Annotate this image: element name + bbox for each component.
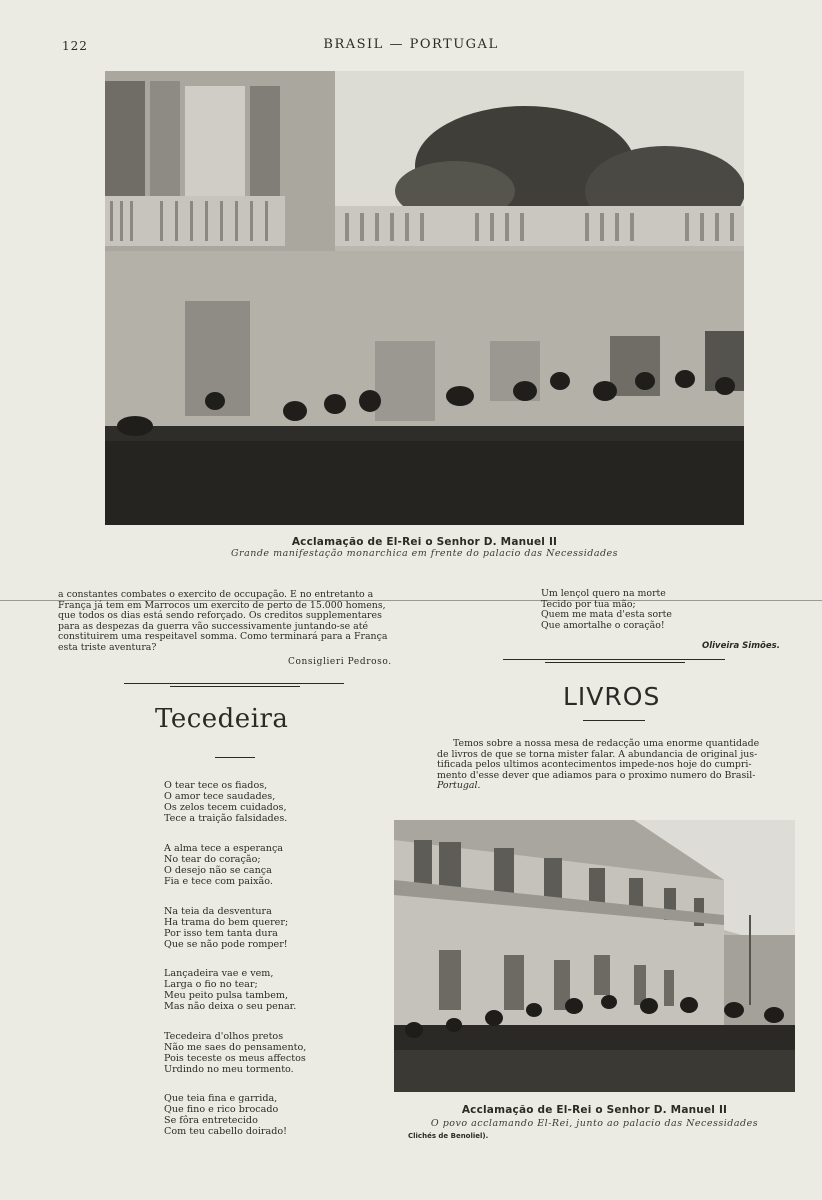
- divider-rule: [545, 662, 685, 663]
- article-line: a constantes combates o exercito de occupação. E no entretanto a: [58, 589, 374, 600]
- livros-line: mento d'esse dever que adiamos para o proximo numero do Brasil-: [437, 769, 756, 781]
- poem-end-line: Um lençol quero na morte: [541, 588, 666, 599]
- bottom-photo-caption-subtitle: O povo acclamando El-Rei, junto ao palacio das Necessidades: [430, 1118, 759, 1129]
- poem-line: Meu peito pulsa tambem,: [164, 990, 289, 1002]
- poem-stanza: [164, 906, 288, 950]
- poem-line: Urdindo no meu tormento.: [164, 1064, 294, 1076]
- poem-line: Tece a traição falsidades.: [164, 813, 288, 825]
- poem-line: Tecedeira d'olhos pretos: [164, 1031, 284, 1042]
- poem-line: Ha trama do bem querer;: [164, 917, 289, 929]
- poem-line: O tear tece os fiados,: [164, 780, 268, 791]
- poem-line: Que fino e rico brocado: [164, 1104, 279, 1116]
- poem-line: O desejo não se cança: [164, 865, 272, 877]
- top-photo-caption-subtitle: Grande manifestação monarchica em frente do palacio das Necessidades: [230, 548, 619, 559]
- article-line: para as despezas da guerra vão successivamente juntando-se até: [58, 620, 369, 632]
- photo-credit: Clichés de Benoliel).: [408, 1132, 489, 1140]
- livros-line: de livros de que se torna mister falar. A abundancia de original jus-: [437, 748, 758, 760]
- poem-line: Que se não pode romper!: [164, 939, 288, 951]
- poem-line: Pois teceste os meus affectos: [164, 1053, 306, 1065]
- poem-title: Tecedeira: [155, 704, 289, 734]
- article-line: constituirem uma respeitavel somma. Como terminará para a França: [58, 631, 388, 643]
- poem-line: Por isso tem tanta dura: [164, 928, 278, 940]
- poem-end-signature: Oliveira Simões.: [702, 641, 780, 651]
- poem-stanza: [164, 1031, 306, 1075]
- photo-people-acclaiming-image: [394, 820, 795, 1092]
- article-line: que todos os dias está sendo reforçado. Os creditos supplementares: [58, 610, 382, 622]
- poem-line: Lançadeira vae e vem,: [164, 968, 274, 979]
- article-end: [58, 590, 413, 654]
- divider-rule: [124, 683, 344, 684]
- poem-stanza: [164, 968, 296, 1012]
- top-photo-caption-title: Acclamação de El-Rei o Senhor D. Manuel II: [291, 536, 558, 548]
- poem-line: Com teu cabello doirado!: [164, 1126, 287, 1138]
- poem-stanza: [164, 1093, 287, 1137]
- poem-line: Na teia da desventura: [164, 906, 272, 917]
- divider-rule: [503, 659, 725, 660]
- livros-underline: [583, 720, 645, 721]
- poem-line: Fia e tece com paixão.: [164, 876, 273, 888]
- livros-text: [437, 739, 792, 792]
- poem-line: Larga o fio no tear;: [164, 979, 258, 991]
- livros-heading: LIVROS: [563, 682, 661, 711]
- poem-line: A alma tece a esperança: [164, 843, 284, 854]
- livros-line: Temos sobre a nossa mesa de redacção uma enorme quantidade: [453, 738, 760, 749]
- poem-end-line: Quem me mata d'esta sorte: [541, 609, 672, 621]
- poem-end-line: Tecido por tua mão;: [541, 598, 636, 610]
- poem-end-line: Que amortalhe o coração!: [541, 619, 665, 631]
- running-title: BRASIL — PORTUGAL: [323, 37, 499, 52]
- livros-line: Portugal.: [437, 780, 481, 792]
- poem-line: Que teia fina e garrida,: [164, 1093, 278, 1104]
- poem-line: O amor tece saudades,: [164, 791, 276, 803]
- title-underline: [215, 757, 255, 758]
- photo-people-acclaiming: [394, 820, 795, 1092]
- poem-line: No tear do coração;: [164, 854, 261, 866]
- poem-stanza: [164, 843, 283, 887]
- livros-line: tificada pelos ultimos acontecimentos impede-nos hoje do cumpri-: [437, 759, 752, 771]
- page-number: 122: [62, 39, 88, 53]
- bottom-photo-caption-title: Acclamação de El-Rei o Senhor D. Manuel II: [461, 1104, 728, 1116]
- poem-end: [541, 589, 741, 631]
- photo-palace-crowd: [105, 71, 744, 525]
- poem-line: Se fôra entretecido: [164, 1115, 258, 1127]
- article-signature: Consiglieri Pedroso.: [288, 657, 392, 667]
- article-line: esta triste aventura?: [58, 641, 157, 653]
- divider-rule: [170, 686, 300, 687]
- poem-stanza: [164, 780, 287, 824]
- poem-line: Não me saes do pensamento,: [164, 1042, 307, 1054]
- poem-line: Os zelos tecem cuidados,: [164, 802, 287, 814]
- photo-palace-crowd-image: [105, 71, 744, 525]
- article-line: França já tem em Marrocos um exercito de perto de 15.000 homens,: [58, 599, 386, 611]
- poem-line: Mas não deixa o seu penar.: [164, 1001, 297, 1013]
